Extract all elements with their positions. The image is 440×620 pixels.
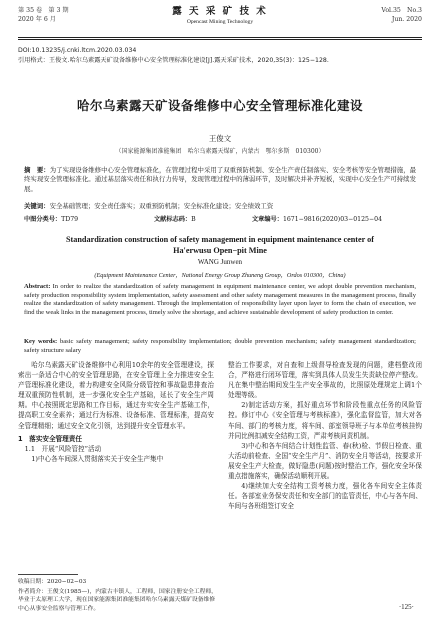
clc-code: 中图分类号：TD79 — [24, 216, 79, 223]
footnote-received: 收稿日期：2020−02−03 — [18, 579, 87, 585]
body-paragraph: 2)制定活动方案，抓好重点环节和阶段性重点任务的风险管控。修订中心《安全管理与考核标准》，强化监督监管，加大对各车间、部门的考核力度，将车间、部室领导班子与本单位考核挂钩并同比例扣减安全结构工资，严肃考核问责机制。 — [228, 401, 422, 440]
author-cn: 王俊文 — [208, 134, 232, 143]
keywords-en — [24, 338, 416, 355]
body-left-column — [18, 360, 214, 464]
header-journal — [18, 6, 422, 26]
intro-paragraph: 哈尔乌素露天矿设备维修中心利用10余年的安全管理建设，探索出一条适合中心的安全管理思路，在安全管理上全力推进安全生产管理标准化建设，着力构建安全风险分级管控和事故隐患排查治理双重预防性机制，进一步强化安全生产基础，延长了安全生产周期。中心按照既定思路和工作目标，通过夯实安全生产基础工作，提高职工安全素养；通过行为标准、设备标准、管理标准，提高安全管理精细；通过安全文化引领，达到提升安全管理水平。 — [18, 361, 214, 430]
body-right-column — [228, 360, 422, 511]
body-paragraph: 1)中心各车间深入贯彻落实关于安全生产集中 — [31, 454, 164, 463]
date-en: Jun. 2020 — [391, 16, 422, 23]
header-rule — [18, 37, 422, 38]
paper-title-en-line2: Ha'erwusu Open−pit Mine — [173, 246, 267, 255]
keywords-cn-text: 安全基础管理；安全责任落实；双重预防机制；安全标准化建设；安全绩效工资 — [49, 202, 274, 210]
abstract-en-text: In order to realize the standardization of safety management in equipment maintenance center, we adopt double prevention mechanism, safety production responsibility system implementation, safety assessment and other safety management measures in the management process, finally realize the standardization of safety management. Through the implementation of responsibility layer upon layer to form the chain of execution, we find the weak links in the management process, timely solve the shortage, and achieve sustainable development of safety production in center. — [24, 283, 416, 317]
body-paragraph: 4)继续加大安全结构工资考核力度，强化各车间安全主体责任。各部室业务保安责任和安全部门的监管责任，中心与各车间、车间与各班组签订安全 — [228, 482, 422, 511]
footnote-author-info: 作者简介：王俊文(1985—)，内蒙古丰镇人，工程师，国家注册安全工程师，毕业于太原理工大学，现在国家能源集团准能集团哈尔乌素露天煤矿设备维修中心从事安全监察与管理工作。 — [18, 589, 217, 612]
abstract-cn-label: 摘 要： — [24, 166, 50, 174]
date-cn: 2020 年 6 月 — [18, 16, 56, 23]
journal-title-cn: 露 天 采 矿 技 术 — [172, 6, 268, 17]
journal-title-en: Opencast Mining Technology — [186, 19, 254, 25]
document-code: 文献标志码：B — [154, 216, 196, 223]
footnote-rule — [18, 574, 78, 575]
abstract-en — [24, 283, 416, 318]
volume-issue-cn: 第 35 卷 第 3 期 — [18, 7, 69, 14]
article-number: 文章编号：1671−9816(2020)03−0125−04 — [252, 216, 383, 223]
paper-title-cn: 哈尔乌素露天矿设备维修中心安全管理标准化建设 — [76, 98, 363, 113]
citation: 引用格式：王俊文.哈尔乌素露天矿设备维修中心安全管理标准化建设[J].露天采矿技术，2020,35(3)：125−128. — [18, 57, 329, 64]
body-paragraph: 3)中心和各车间结合计划性监管、春(秋)检、节假日检查、重大活动前检查、全国“安全生产月”、消防安全月等活动，按要求开展安全生产大检查，做好隐患(问题)按时整治工作，强化安全环保重点措施落实，确保活动顺利开展。 — [228, 441, 422, 481]
affiliation-cn: （国家能源集团准能集团 哈尔乌素露天煤矿，内蒙古 鄂尔多斯 010300） — [115, 148, 325, 155]
keywords-en-label: Key words: — [24, 338, 58, 345]
running-header — [18, 6, 422, 36]
classification-row — [24, 214, 416, 223]
doi[interactable]: DOI:10.13235/j.cnki.ltcm.2020.03.034 — [18, 47, 137, 54]
keywords-en-text: basic safety management; safety responsibility implementation; double prevention mechanism; safety management standardization; safety structure salary — [24, 338, 416, 354]
paper-title-en-line1: Standardization construction of safety management in equipment maintenance center of — [66, 235, 374, 244]
page-number: ·125· — [398, 603, 414, 611]
affiliation-en: (Equipment Maintenance Center，National Energy Group Zhuneng Group，Ordos 010300，China) — [94, 272, 346, 279]
section-heading-1: 1 落实安全管理责任 — [18, 434, 82, 443]
volume-issue-en: Vol.35 No.3 — [381, 7, 422, 14]
header-rule-thin — [18, 39, 422, 40]
body-paragraph: 整治工作要求，对自查和上级督导检查发现的问题，建档整改闭合，严格进行闭环管理，落实到具体人员发生失责缺位停产整改。凡在集中整治期间发生生产安全事故的，比照原处理规定上调1个处理等级。 — [228, 361, 422, 400]
header-right — [381, 6, 422, 24]
keywords-cn — [24, 202, 416, 211]
abstract-en-label: Abstract: — [24, 283, 51, 290]
subsection-heading-1-1: 1.1 开展“风险管控”活动 — [24, 444, 102, 453]
abstract-cn-text: 为了实现设备维修中心安全管理标准化，在管理过程中采用了双重预防机制、安全生产责任制落实、安全考核等安全管理措施，最终实现安全管理标准化。通过基层落实责任和执行力传导，发现管理过程中的薄弱环节，及时解决并补齐短板，实现中心安全生产可持续发展。 — [24, 166, 417, 193]
author-en: WANG Junwen — [197, 258, 243, 266]
abstract-cn — [24, 166, 416, 194]
keywords-cn-label: 关键词： — [24, 202, 50, 210]
